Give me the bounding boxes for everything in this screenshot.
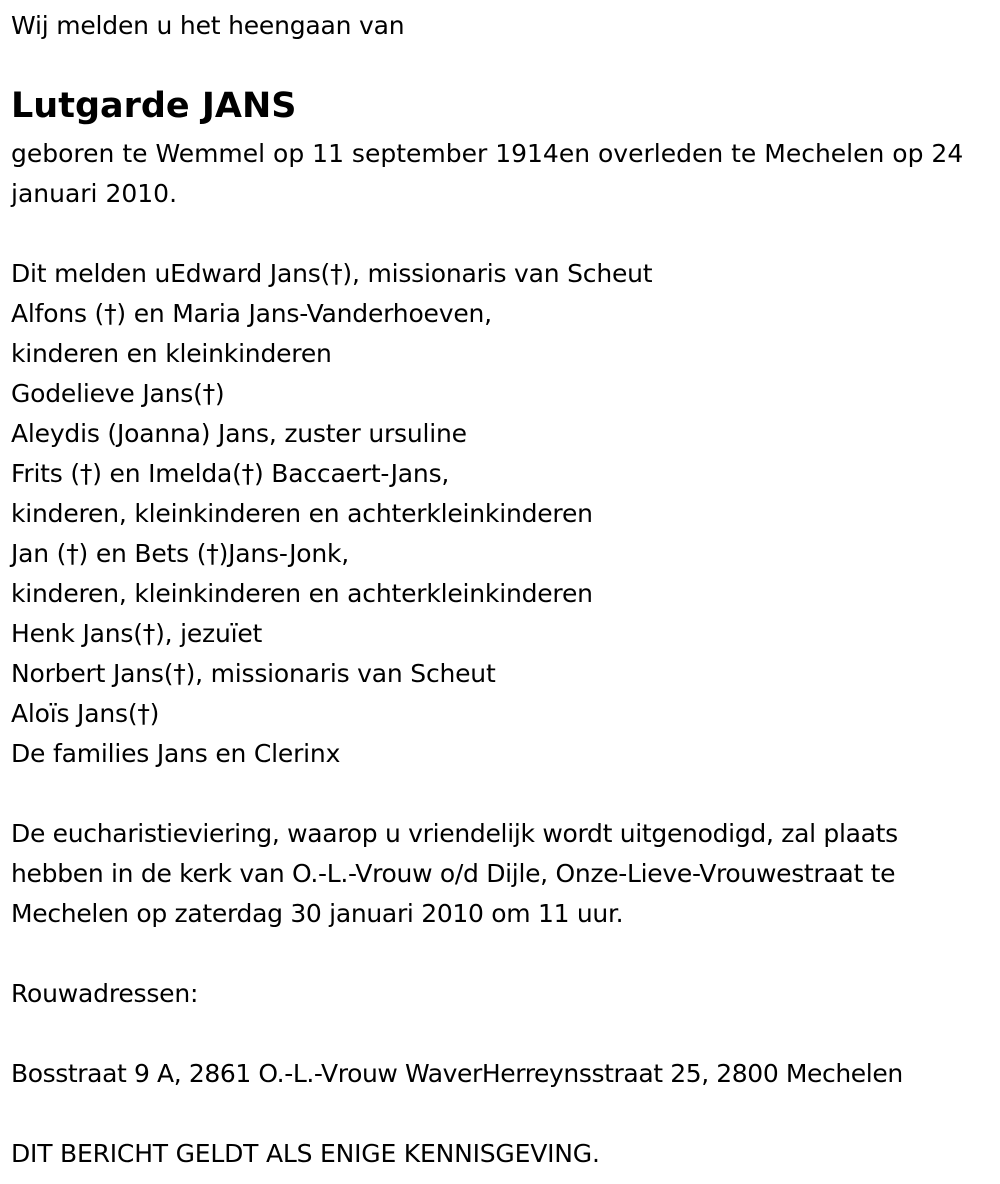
deceased-name: Lutgarde JANS bbox=[11, 86, 297, 126]
family-line: Frits (†) en Imelda(†) Baccaert-Jans, bbox=[11, 459, 450, 488]
family-line: kinderen, kleinkinderen en achterkleinkinderen bbox=[11, 499, 593, 528]
intro-text: Wij melden u het heengaan van bbox=[11, 11, 405, 40]
mourning-addresses: Bosstraat 9 A, 2861 O.-L.-Vrouw WaverHerreynsstraat 25, 2800 Mechelen bbox=[11, 1059, 903, 1088]
family-line: De families Jans en Clerinx bbox=[11, 739, 341, 768]
family-line: Aloïs Jans(†) bbox=[11, 699, 160, 728]
family-line: kinderen en kleinkinderen bbox=[11, 339, 332, 368]
family-line: Aleydis (Joanna) Jans, zuster ursuline bbox=[11, 419, 467, 448]
family-list bbox=[11, 254, 652, 774]
family-line: Dit melden uEdward Jans(†), missionaris van Scheut bbox=[11, 259, 653, 288]
family-line: kinderen, kleinkinderen en achterkleinkinderen bbox=[11, 579, 593, 608]
family-line: Jan (†) en Bets (†)Jans-Jonk, bbox=[11, 539, 350, 568]
birth-death-text: geboren te Wemmel op 11 september 1914en overleden te Mechelen op 24 januari 2010. bbox=[11, 139, 964, 208]
closing-notice: DIT BERICHT GELDT ALS ENIGE KENNISGEVING. bbox=[11, 1139, 600, 1168]
addresses-label: Rouwadressen: bbox=[11, 979, 199, 1008]
family-line: Henk Jans(†), jezuïet bbox=[11, 619, 263, 648]
family-line: Alfons (†) en Maria Jans-Vanderhoeven, bbox=[11, 299, 492, 328]
family-line: Godelieve Jans(†) bbox=[11, 379, 225, 408]
service-text: De eucharistieviering, waarop u vriendelijk wordt uitgenodigd, zal plaats hebben in de kerk van O.-L.-Vrouw o/d Dijle, Onze-Lieve-Vrouwestraat te Mechelen op zaterdag 30 januari 2010 om 11 uur. bbox=[11, 819, 898, 928]
family-line: Norbert Jans(†), missionaris van Scheut bbox=[11, 659, 496, 688]
